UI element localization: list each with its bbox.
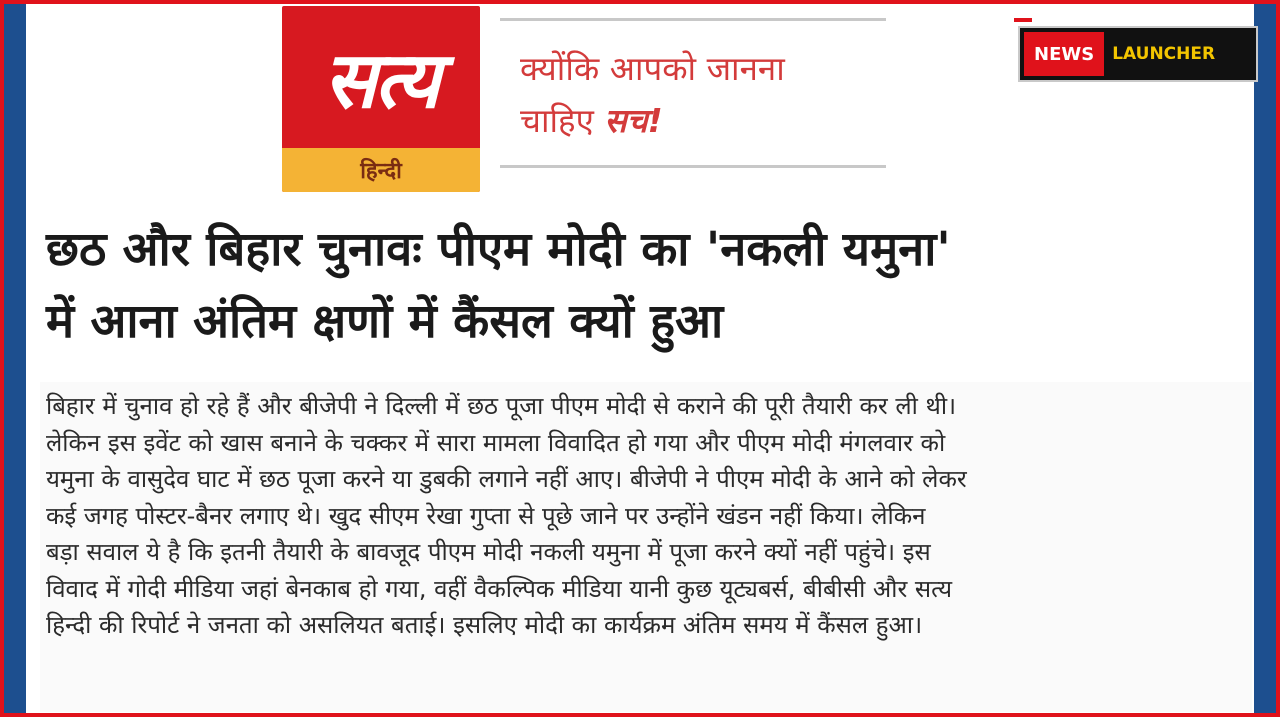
tagline-line-1: क्योंकि आपको जानना (520, 49, 785, 88)
body-line: यमुना के वासुदेव घाट में छठ पूजा करने या डुबकी लगाने नहीं आए। बीजेपी ने पीएम मोदी के आने को लेकर (46, 465, 967, 493)
satya-hindi-logo (282, 6, 480, 192)
headline-line-1: छठ और बिहार चुनावः पीएम मोदी का 'नकली यमुना' (46, 222, 951, 277)
badge-accent (1014, 18, 1032, 22)
body-line: विवाद में गोदी मीडिया जहां बेनकाब हो गया, वहीं वैकल्पिक मीडिया यानी कुछ यूट्यबर्स, बीबीसी और सत्य (46, 574, 953, 603)
badge-launcher-label: LAUNCHER (1112, 44, 1216, 64)
logo-wordmark: सत्य (323, 35, 439, 126)
article-card (26, 4, 1254, 713)
body-line: कई जगह पोस्टर-बैनर लगाए थे। खुद सीएम रेखा गुप्ता से पूछे जाने पर उन्होंने खंडन नहीं किया। लेकिन (46, 501, 926, 530)
tagline-line-2-prefix: चाहिए (520, 101, 605, 140)
tagline-emphasis: सच! (604, 101, 663, 140)
tagline-line-2 (520, 95, 870, 147)
body-line: बिहार में चुनाव हो रहे हैं और बीजेपी ने दिल्ली में छठ पूजा पीएम मोदी से कराने की पूरी तैयारी कर ली थी। (46, 392, 957, 420)
badge-news-label: NEWS (1024, 32, 1104, 76)
logo-language-strip: हिन्दी (282, 148, 480, 192)
article-body (46, 388, 1246, 644)
left-side-bar (4, 0, 26, 717)
body-line: लेकिन इस इवेंट को खास बनाने के चक्कर में सारा मामला विवादित हो गया और पीएम मोदी मंगलवार को (46, 428, 946, 457)
body-line: बड़ा सवाल ये है कि इतनी तैयारी के बावजूद पीएम मोदी नकली यमुना में पूजा करने क्यों नहीं पहुंचे। इस (46, 538, 931, 566)
news-launcher-badge (1018, 26, 1258, 82)
tagline (500, 18, 886, 168)
article-headline (46, 214, 1246, 358)
headline-line-2: में आना अंतिम क्षणों में कैंसल क्यों हुआ (46, 294, 724, 349)
body-line: हिन्दी की रिपोर्ट ने जनता को असलियत बताई। इसलिए मोदी का कार्यक्रम अंतिम समय में कैंसल हुआ। (46, 611, 923, 639)
right-side-bar (1254, 0, 1276, 717)
